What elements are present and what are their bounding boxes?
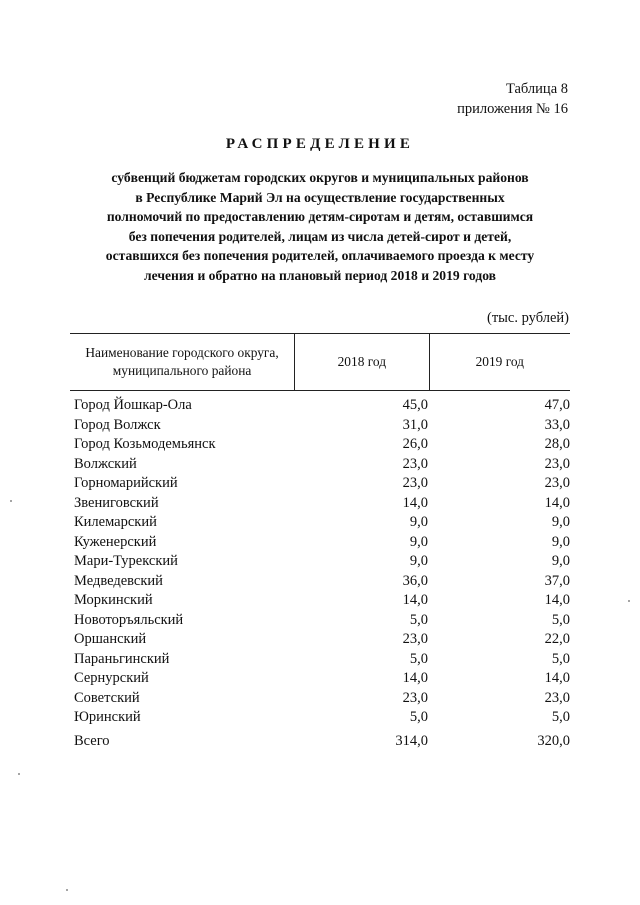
table-row bbox=[74, 494, 570, 514]
subtitle-line: субвенций бюджетам городских округов и муниципальных районов bbox=[111, 170, 529, 185]
value-2019: 14,0 bbox=[544, 670, 570, 686]
district-name: Медведевский bbox=[74, 572, 163, 589]
document-subtitle bbox=[78, 168, 562, 286]
subtitle-line: в Республике Марий Эл на осуществление государственных bbox=[135, 189, 505, 205]
table-row bbox=[74, 591, 570, 611]
value-2019: 5,0 bbox=[551, 611, 570, 628]
subtitle-line: лечения и обратно на плановый период 2018 и 2019 годов bbox=[144, 267, 496, 283]
units-label: (тыс. рублей) bbox=[487, 310, 569, 326]
distribution-table-body bbox=[74, 396, 570, 751]
value-2018: 14,0 bbox=[402, 670, 428, 686]
scan-speck bbox=[18, 773, 20, 775]
value-2019: 37,0 bbox=[544, 572, 570, 589]
table-row bbox=[74, 630, 570, 650]
district-name: Советский bbox=[74, 689, 140, 706]
value-2018: 36,0 bbox=[402, 572, 428, 589]
scan-speck bbox=[66, 889, 68, 891]
value-2019: 9,0 bbox=[551, 514, 570, 530]
table-row bbox=[74, 572, 570, 592]
table-row bbox=[74, 455, 570, 475]
table-total-row bbox=[74, 732, 570, 752]
value-2019: 9,0 bbox=[551, 553, 570, 569]
value-2019: 23,0 bbox=[544, 475, 570, 491]
district-name: Параньгинский bbox=[74, 650, 170, 667]
district-name: Новоторъяльский bbox=[74, 611, 184, 628]
table-row bbox=[74, 533, 570, 553]
value-2019: 22,0 bbox=[544, 631, 570, 647]
district-name: Килемарский bbox=[74, 514, 157, 530]
table-row bbox=[74, 708, 570, 728]
district-name: Город Йошкар-Ола bbox=[74, 397, 192, 413]
appendix-label: приложения № 16 bbox=[457, 101, 568, 117]
value-2019: 9,0 bbox=[551, 533, 570, 550]
table-row bbox=[74, 669, 570, 689]
value-2018: 5,0 bbox=[409, 650, 428, 667]
district-name: Всего bbox=[74, 732, 110, 749]
value-2019: 28,0 bbox=[544, 436, 570, 452]
district-name: Мари-Турекский bbox=[74, 553, 178, 569]
value-2019: 320,0 bbox=[537, 732, 570, 749]
district-name: Юринский bbox=[74, 709, 141, 725]
district-name: Горномарийский bbox=[74, 475, 178, 491]
value-2018: 23,0 bbox=[402, 631, 428, 647]
table-row bbox=[74, 689, 570, 709]
scan-speck bbox=[10, 500, 12, 502]
document-title: РАСПРЕДЕЛЕНИЕ bbox=[225, 136, 415, 152]
value-2019: 33,0 bbox=[544, 416, 570, 433]
district-name: Оршанский bbox=[74, 631, 147, 647]
table-number-label: Таблица 8 bbox=[505, 81, 568, 97]
table-row bbox=[74, 611, 570, 631]
value-2018: 23,0 bbox=[402, 689, 428, 706]
subtitle-line: полномочий по предоставлению детям-сиротам и детям, оставшимся bbox=[106, 209, 534, 225]
district-name: Звениговский bbox=[74, 494, 159, 511]
value-2018: 45,0 bbox=[402, 397, 428, 413]
value-2018: 23,0 bbox=[402, 455, 428, 472]
value-2018: 9,0 bbox=[409, 553, 428, 569]
value-2018: 5,0 bbox=[409, 611, 428, 628]
table-row bbox=[74, 552, 570, 572]
district-name: Куженерский bbox=[74, 533, 157, 550]
district-name: Город Волжск bbox=[74, 416, 161, 433]
value-2019: 14,0 bbox=[544, 494, 570, 511]
value-2018: 14,0 bbox=[402, 592, 428, 608]
scan-speck bbox=[628, 600, 630, 602]
subtitle-line: оставшихся без попечения родителей, оплачиваемого проезда к месту bbox=[105, 248, 535, 264]
district-name: Город Козьмодемьянск bbox=[74, 436, 216, 452]
subtitle-line: без попечения родителей, лицам из числа детей-сирот и детей, bbox=[128, 228, 512, 244]
district-name: Моркинский bbox=[74, 592, 153, 608]
value-2019: 5,0 bbox=[551, 650, 570, 667]
value-2018: 9,0 bbox=[409, 514, 428, 530]
table-row bbox=[74, 435, 570, 455]
column-header-2019: 2019 год bbox=[429, 334, 570, 390]
table-row bbox=[74, 513, 570, 533]
value-2019: 14,0 bbox=[544, 592, 570, 608]
value-2018: 9,0 bbox=[409, 533, 428, 550]
district-name: Волжский bbox=[74, 455, 137, 472]
value-2018: 31,0 bbox=[402, 416, 428, 433]
value-2018: 14,0 bbox=[402, 494, 428, 511]
table-row bbox=[74, 416, 570, 436]
column-header-2018: 2018 год bbox=[294, 334, 428, 390]
value-2019: 23,0 bbox=[544, 455, 570, 472]
value-2019: 5,0 bbox=[551, 709, 570, 725]
value-2018: 23,0 bbox=[402, 475, 428, 491]
table-row bbox=[74, 474, 570, 494]
table-row bbox=[74, 650, 570, 670]
value-2019: 23,0 bbox=[544, 689, 570, 706]
table-row bbox=[74, 396, 570, 416]
district-name: Сернурский bbox=[74, 670, 149, 686]
value-2018: 5,0 bbox=[409, 709, 428, 725]
value-2018: 26,0 bbox=[402, 436, 428, 452]
distribution-table-header bbox=[70, 333, 570, 391]
value-2019: 47,0 bbox=[544, 397, 570, 413]
column-header-name: Наименование городского округа, муниципального района bbox=[85, 345, 279, 378]
value-2018: 314,0 bbox=[395, 732, 428, 749]
